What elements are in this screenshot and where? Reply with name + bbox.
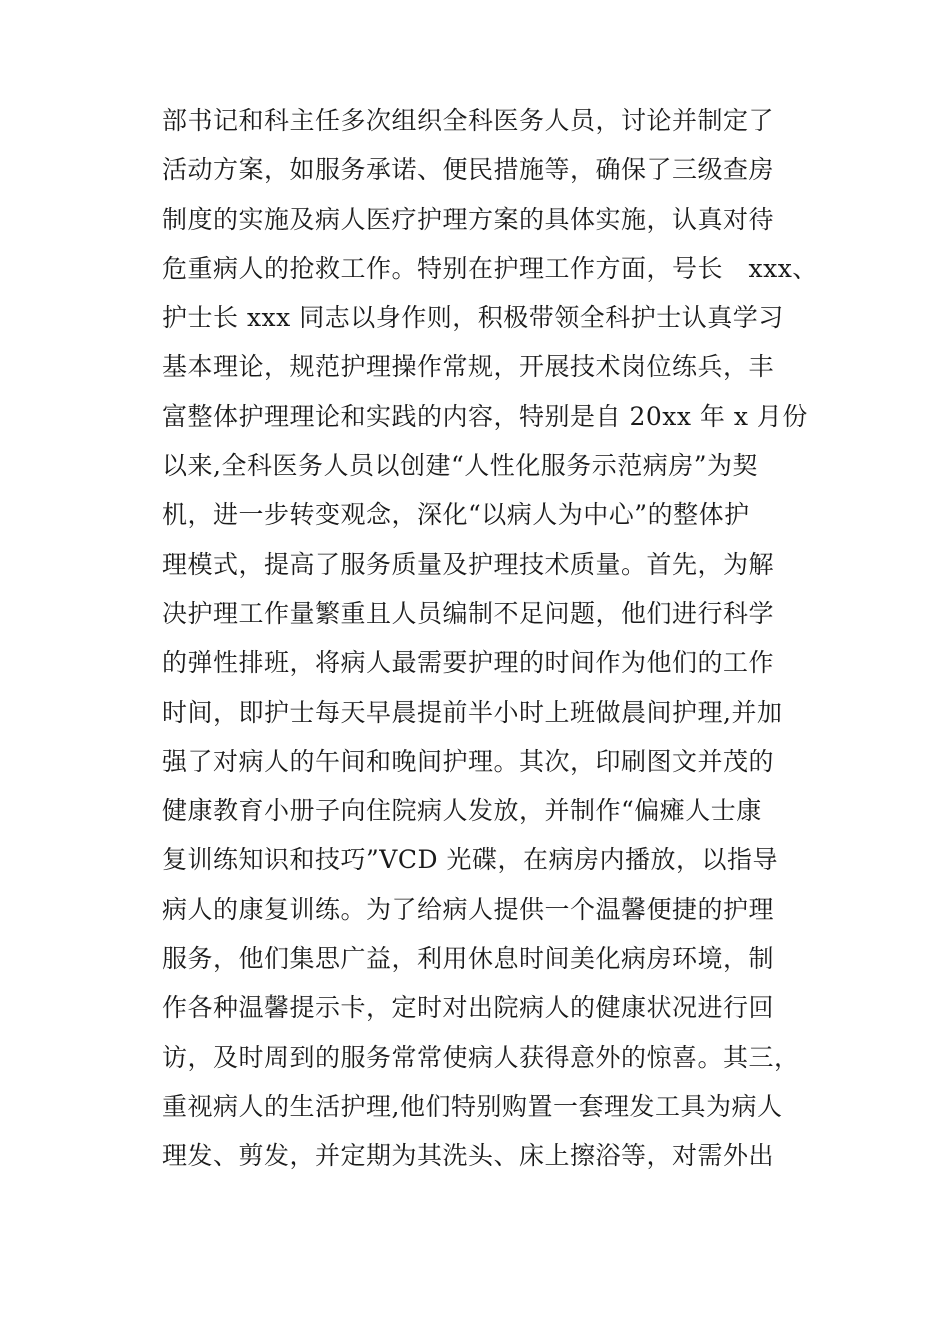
text-line: 服务，他们集思广益，利用休息时间美化病房环境，制	[162, 944, 775, 974]
text-line: 以来,全科医务人员以创建“人性化服务示范病房”为契	[162, 451, 759, 481]
text-line: 作各种温馨提示卡，定时对出院病人的健康状况进行回	[162, 993, 775, 1023]
text-line: 时间，即护士每天早晨提前半小时上班做晨间护理,并加	[162, 697, 783, 727]
text-line: 危重病人的抢救工作。特别在护理工作方面，号长 xxx、	[162, 253, 818, 283]
text-line: 的弹性排班，将病人最需要护理的时间作为他们的工作	[162, 648, 775, 678]
text-line: 制度的实施及病人医疗护理方案的具体实施，认真对待	[162, 204, 775, 234]
text-line: 决护理工作量繁重且人员编制不足问题，他们进行科学	[162, 598, 775, 628]
text-line: 健康教育小册子向住院病人发放，并制作“偏瘫人士康	[162, 796, 762, 826]
body-text	[162, 96, 818, 1181]
text-line: 富整体护理理论和实践的内容，特别是自 20xx 年 x 月份	[162, 401, 808, 431]
text-line: 机，进一步转变观念，深化“以病人为中心”的整体护	[162, 500, 750, 530]
text-line: 部书记和科主任多次组织全科医务人员，讨论并制定了	[162, 106, 775, 135]
text-line: 理模式，提高了服务质量及护理技术质量。首先，为解	[162, 549, 775, 579]
text-line: 活动方案，如服务承诺、便民措施等，确保了三级查房	[162, 155, 775, 185]
text-line: 护士长 xxx 同志以身作则，积极带领全科护士认真学习	[162, 303, 784, 333]
text-line: 访，及时周到的服务常常使病人获得意外的惊喜。其三，	[162, 1042, 800, 1072]
text-line: 强了对病人的午间和晚间护理。其次，印刷图文并茂的	[162, 746, 775, 776]
text-line: 病人的康复训练。为了给病人提供一个温馨便捷的护理	[162, 894, 775, 924]
text-line: 基本理论，规范护理操作常规，开展技术岗位练兵，丰	[162, 352, 775, 382]
text-line: 理发、剪发，并定期为其洗头、床上擦浴等，对需外出	[162, 1141, 775, 1171]
text-line: 重视病人的生活护理,他们特别购置一套理发工具为病人	[162, 1091, 783, 1121]
text-line: 复训练知识和技巧”VCD 光碟，在病房内播放，以指导	[162, 845, 778, 875]
